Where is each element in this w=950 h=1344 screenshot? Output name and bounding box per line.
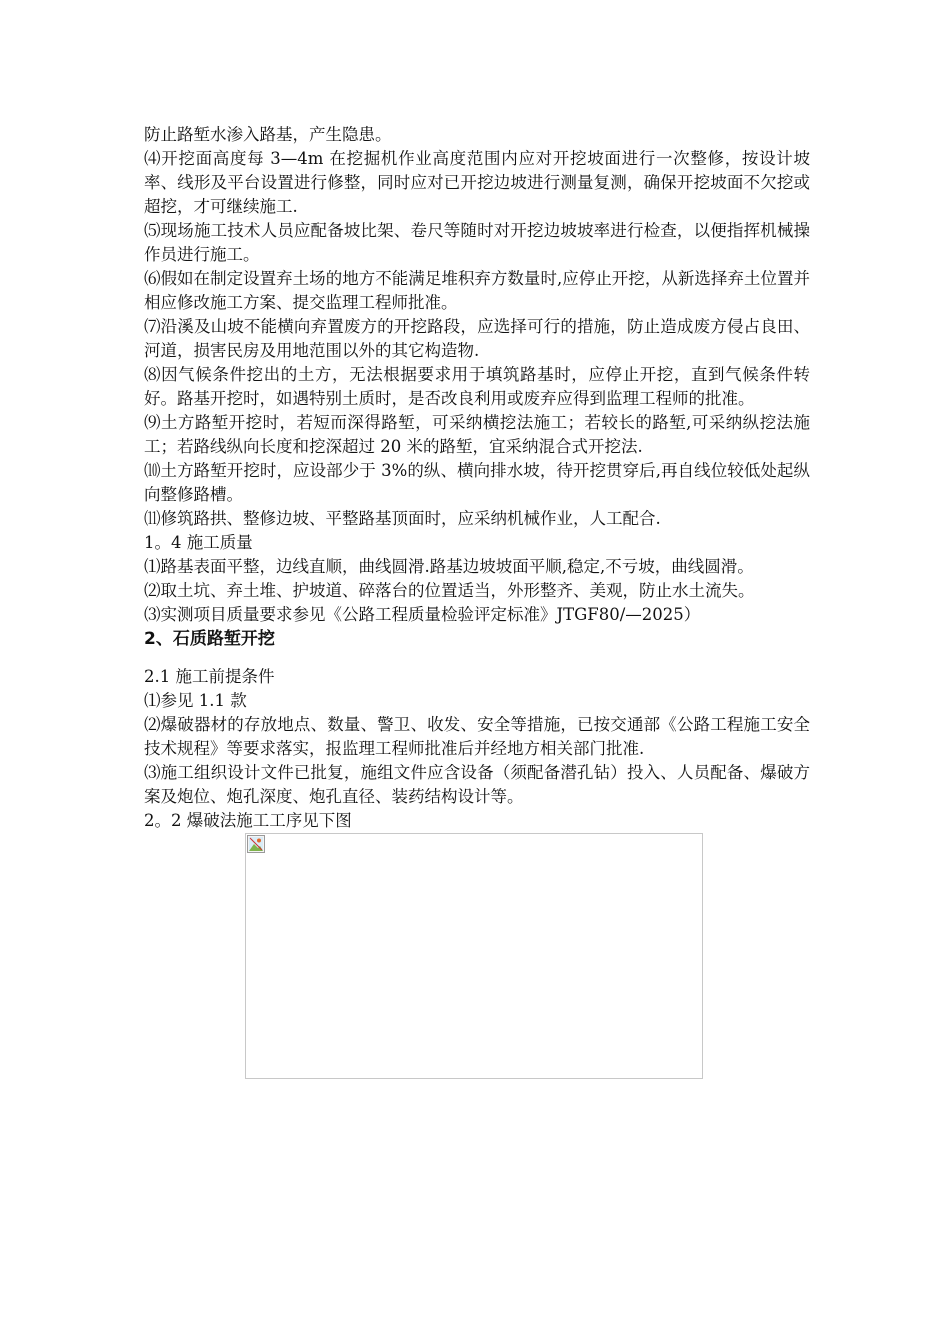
section-heading: 2、石质路堑开挖 (144, 629, 275, 649)
figure-placeholder (245, 833, 703, 1079)
paragraph: ⑵取土坑、弃土堆、护坡道、碎落台的位置适当，外形整齐、美观，防止水土流失。 (144, 581, 755, 600)
paragraph: ⑼土方路堑开挖时，若短而深得路堑，可采纳横挖法施工；若较长的路堑,可采纳纵挖法施工；若路线纵向长度和挖深超过 20 米的路堑，宜采纳混合式开挖法. (144, 413, 810, 456)
section-subheading: 2.1 施工前提条件 (144, 667, 275, 686)
paragraph: 2。2 爆破法施工工序见下图 (144, 811, 352, 830)
paragraph: ⑻因气候条件挖出的土方，无法根据要求用于填筑路基时，应停止开挖，直到气候条件转好。路基开挖时，如遇特别土质时，是否改良利用或废弃应得到监理工程师的批准。 (144, 365, 810, 408)
paragraph: ⑷开挖面高度每 3—4m 在挖掘机作业高度范围内应对开挖坡面进行一次整修，按设计坡率、线形及平台设置进行修整，同时应对已开挖边坡进行测量复测，确保开挖坡面不欠挖或超挖，才可继续施工. (144, 149, 810, 216)
paragraph: ⑶施工组织设计文件已批复，施组文件应含设备（须配备潜孔钻）投入、人员配备、爆破方案及炮位、炮孔深度、炮孔直径、装药结构设计等。 (144, 763, 810, 806)
paragraph: ⑴参见 1.1 款 (144, 691, 247, 710)
paragraph: ⑵爆破器材的存放地点、数量、警卫、收发、安全等措施，已按交通部《公路工程施工安全技术规程》等要求落实，报监理工程师批准后并经地方相关部门批准. (144, 715, 810, 758)
document-page (144, 123, 810, 1079)
paragraph: 防止路堑水渗入路基，产生隐患。 (144, 125, 392, 144)
paragraph: ⑽土方路堑开挖时，应设部少于 3%的纵、横向排水坡，待开挖贯穿后,再自线位较低处起纵向整修路槽。 (144, 461, 810, 504)
paragraph: ⑺沿溪及山坡不能横向弃置废方的开挖路段，应选择可行的措施，防止造成废方侵占良田、河道，损害民房及用地范围以外的其它构造物. (144, 317, 810, 360)
section-subheading: 1。4 施工质量 (144, 533, 253, 552)
paragraph: ⑹假如在制定设置弃土场的地方不能满足堆积弃方数量时,应停止开挖，从新选择弃土位置并相应修改施工方案、提交监理工程师批准。 (144, 269, 810, 312)
broken-image-icon (247, 835, 265, 853)
paragraph: ⑶实测项目质量要求参见《公路工程质量检验评定标准》JTGF80/—2025） (144, 605, 701, 624)
paragraph: ⑸现场施工技术人员应配备坡比架、卷尺等随时对开挖边坡坡率进行检查，以便指挥机械操作员进行施工。 (144, 221, 810, 264)
paragraph: ⑴路基表面平整，边线直顺，曲线圆滑.路基边坡坡面平顺,稳定,不亏坡，曲线圆滑。 (144, 557, 754, 576)
paragraph: ⑾修筑路拱、整修边坡、平整路基顶面时，应采纳机械作业，人工配合. (144, 509, 661, 528)
